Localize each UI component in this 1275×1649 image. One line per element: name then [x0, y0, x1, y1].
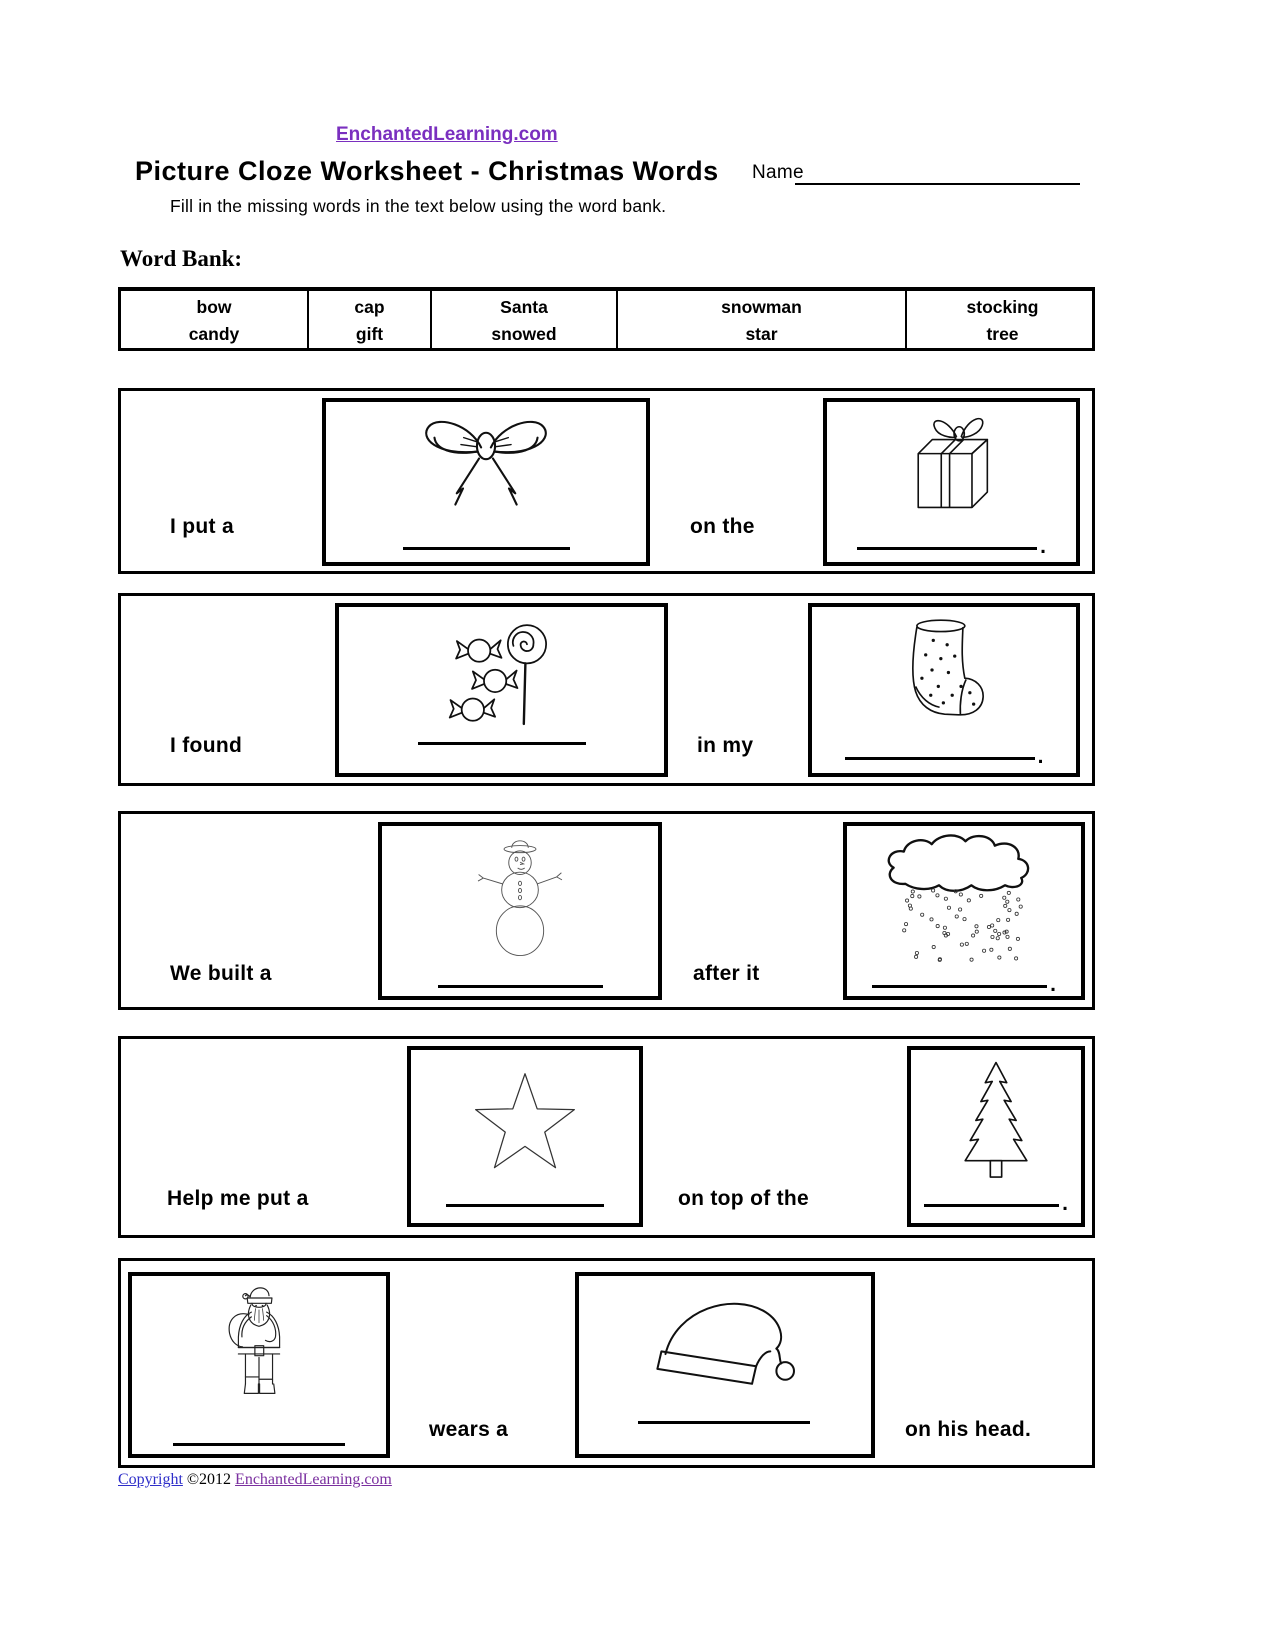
- snowman-image: [382, 829, 658, 965]
- sentence-row-1: [118, 388, 1095, 574]
- answer-blank: [411, 1204, 639, 1207]
- sentence-text: in my: [697, 734, 754, 757]
- word-bank-word: candy: [188, 324, 240, 344]
- word-bank-cell: [616, 291, 905, 348]
- word-bank-word: Santa: [500, 297, 548, 317]
- picture-box-gift: [823, 398, 1080, 566]
- word-bank-word: stocking: [966, 297, 1039, 317]
- sentence-text: Help me put a: [167, 1187, 309, 1210]
- picture-box-tree: [907, 1046, 1085, 1227]
- snow-dots: [903, 889, 1023, 962]
- snow-image: [847, 831, 1081, 970]
- answer-blank: [339, 742, 664, 745]
- site-link[interactable]: EnchantedLearning.com: [336, 124, 558, 145]
- sentence-text: We built a: [170, 962, 272, 985]
- footer-site-link[interactable]: EnchantedLearning.com: [235, 1471, 392, 1488]
- word-bank-heading: Word Bank:: [120, 246, 243, 271]
- sentence-text: I put a: [170, 515, 234, 538]
- footer: [118, 1471, 392, 1489]
- blank-period: .: [1050, 973, 1056, 996]
- picture-box-snow: [843, 822, 1085, 1000]
- answer-blank: [326, 547, 646, 550]
- sentence-text: on top of the: [678, 1187, 810, 1210]
- sentence-row-3: [118, 811, 1095, 1010]
- picture-box-snowman: [378, 822, 662, 1000]
- name-blank-line: [795, 183, 1080, 185]
- sentence-text: wears a: [429, 1418, 509, 1441]
- copyright-link[interactable]: Copyright: [118, 1471, 183, 1488]
- sentence-row-5: [118, 1258, 1095, 1468]
- bow-image: [326, 407, 646, 525]
- picture-box-star: [407, 1046, 643, 1227]
- cap-image: [579, 1281, 871, 1416]
- santa-image: [132, 1278, 386, 1431]
- word-bank-word: snowed: [491, 324, 557, 344]
- word-bank-word: gift: [355, 324, 384, 344]
- word-bank-cell: [430, 291, 616, 348]
- answer-blank: [812, 745, 1076, 768]
- blank-period: .: [1062, 1192, 1068, 1215]
- word-bank-cell: [121, 291, 307, 348]
- instructions-text: Fill in the missing words in the text below using the word bank.: [170, 196, 667, 216]
- answer-blank: [132, 1443, 386, 1446]
- word-bank-word: snowman: [721, 297, 802, 317]
- star-image: [411, 1053, 639, 1191]
- sentence-text: after it: [693, 962, 760, 985]
- answer-blank: [579, 1421, 871, 1424]
- word-bank-word: cap: [354, 297, 385, 317]
- tree-image: [911, 1055, 1081, 1193]
- name-label: Name: [752, 162, 804, 183]
- picture-box-candy: [335, 603, 668, 777]
- picture-box-cap: [575, 1272, 875, 1458]
- picture-box-santa: [128, 1272, 390, 1458]
- answer-blank: [911, 1192, 1081, 1215]
- stocking-image: [812, 612, 1076, 738]
- blank-period: .: [1040, 535, 1046, 558]
- sentence-text: on the: [690, 515, 755, 538]
- blank-period: .: [1037, 745, 1044, 768]
- answer-blank: [827, 535, 1076, 558]
- word-bank-cell: [307, 291, 430, 348]
- word-bank-word: tree: [986, 324, 1019, 344]
- sentence-text: I found: [170, 734, 243, 757]
- page-title: Picture Cloze Worksheet - Christmas Words: [135, 156, 719, 186]
- gift-image: [827, 405, 1076, 527]
- word-bank-cell: [905, 291, 1098, 348]
- picture-box-stocking: [808, 603, 1080, 777]
- word-bank-table: [118, 287, 1095, 351]
- sentence-row-4: [118, 1036, 1095, 1238]
- word-bank-word: star: [745, 324, 778, 344]
- answer-blank: [847, 973, 1081, 996]
- copyright-year: ©2012: [186, 1471, 232, 1488]
- word-bank-word: bow: [196, 297, 232, 317]
- sentence-row-2: [118, 593, 1095, 786]
- answer-blank: [382, 985, 658, 988]
- picture-box-bow: [322, 398, 650, 566]
- candy-image: [339, 614, 664, 734]
- sentence-text: on his head.: [905, 1418, 1032, 1441]
